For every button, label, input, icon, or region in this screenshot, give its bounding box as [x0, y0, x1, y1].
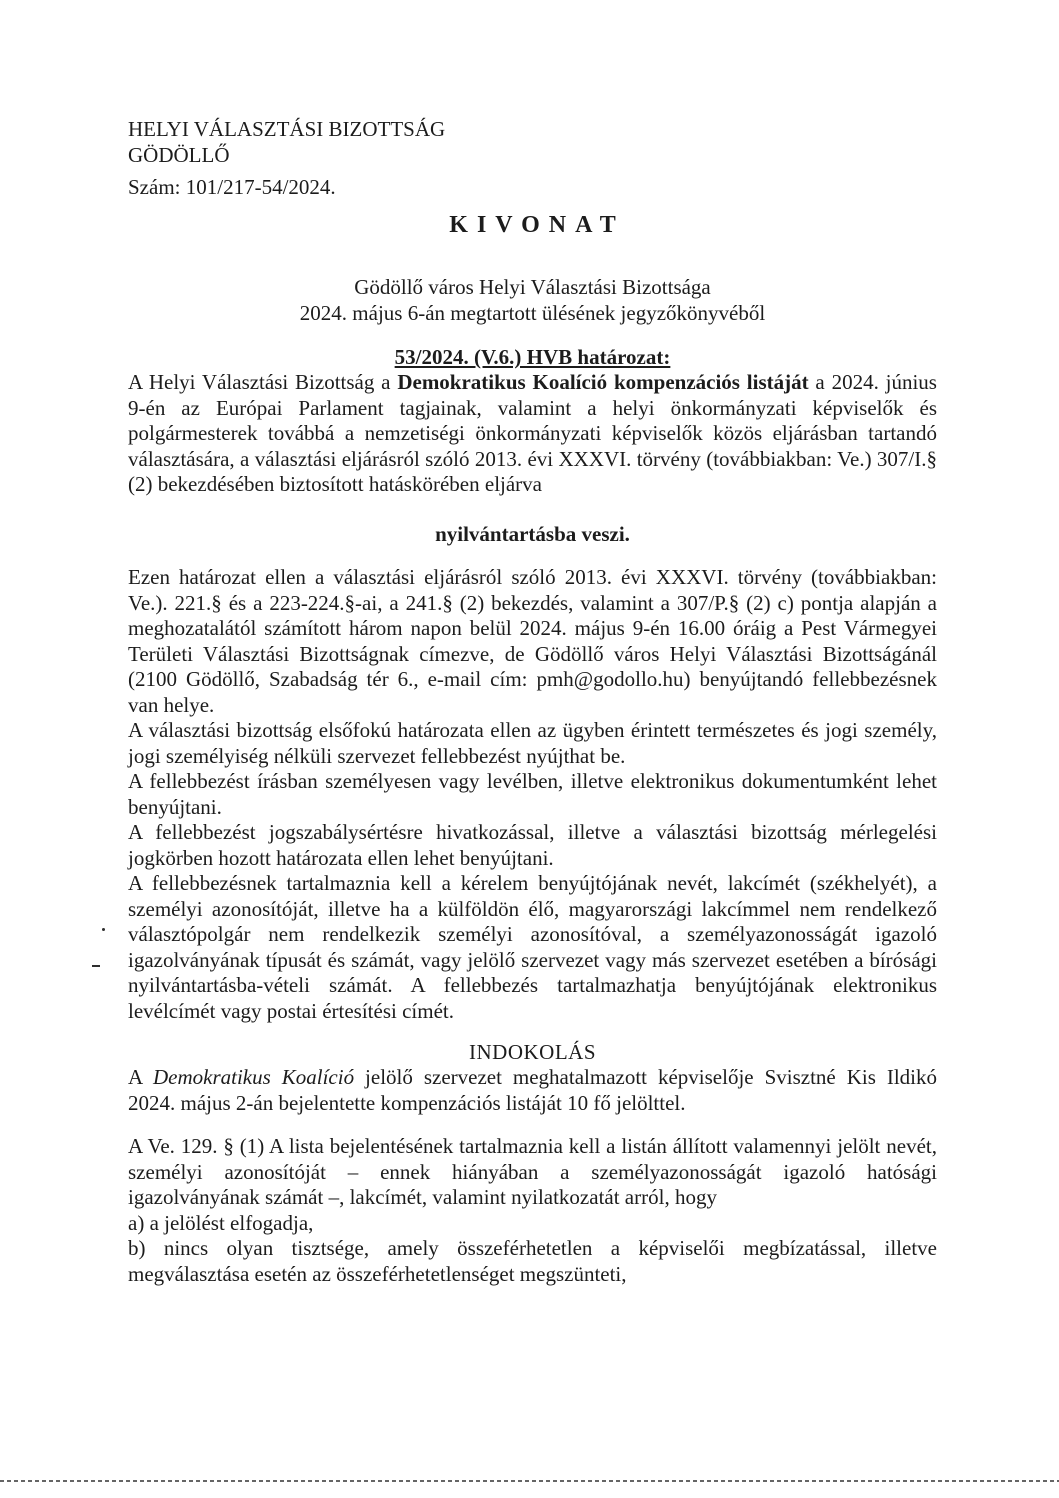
decision-lead-text: A Helyi Választási Bizottság a	[128, 370, 398, 394]
decision-emphasis-text: Demokratikus Koalíció kompenzációs listáját	[397, 370, 809, 394]
subtitle-block	[128, 274, 937, 326]
decision-heading: 53/2024. (V.6.) HVB határozat:	[394, 345, 671, 369]
page-bottom-dotted-line	[0, 1480, 1059, 1482]
justification-tail-text: jelölő szervezet meghatalmazott képviselője Svisztné Kis Ildikó 2024. május 2-án bejelentette kompenzációs listáját 10 fő jelölttel.	[128, 1065, 937, 1115]
verdict-line: nyilvántartásba veszi.	[435, 521, 630, 546]
justification-lead-text: A	[128, 1065, 153, 1089]
law-paragraph: A Ve. 129. § (1) A lista bejelentésének tartalmaznia kell a listán állított valamennyi jelölt nevét, személyi azonosítóját – ennek hiányában a személyazonosságát igazoló hatósági igazolványának számát –, lakcímét, valamint nyilatkozatát arról, hogy	[128, 1134, 937, 1209]
decision-paragraph	[128, 370, 937, 498]
justification-paragraph	[128, 1065, 937, 1116]
appeal-paragraph-3: A fellebbezést írásban személyesen vagy levélben, illetve elektronikus dokumentumként lehet benyújtani.	[128, 769, 937, 819]
issuing-city: GÖDÖLLŐ	[128, 143, 230, 167]
justification-heading: INDOKOLÁS	[469, 1040, 596, 1064]
decision-tail-text: a 2024. június 9-én az Európai Parlament tagjainak, valamint a helyi önkormányzati képviselők és polgármesterek továbbá a nemzetiségi önkormányzati képviselők közös eljárásban tartandó választására, a választási eljárásról szóló 2013. évi XXXVI. törvény (továbbiakban: Ve.) 307/I.§ (2) bekezdésében biztosított hatáskörében eljárva	[128, 370, 937, 496]
subtitle-committee: Gödöllő város Helyi Választási Bizottsága	[354, 275, 711, 299]
appeal-paragraph-4: A fellebbezést jogszabálysértésre hivatkozással, illetve a választási bizottság mérlegelési jogkörben hozott határozata ellen lehet benyújtani.	[128, 820, 937, 870]
issuing-committee: HELYI VÁLASZTÁSI BIZOTTSÁG	[128, 117, 446, 141]
scan-speck	[102, 928, 105, 931]
law-item-b: b) nincs olyan tisztsége, amely összeférhetetlen a képviselői megbízatással, illetve megválasztása esetén az összeférhetetlenséget megszünteti,	[128, 1236, 937, 1286]
document-title: KIVONAT	[449, 212, 625, 238]
document-header	[128, 116, 937, 200]
appeal-section	[128, 565, 937, 1024]
law-item-a: a) a jelölést elfogadja,	[128, 1210, 314, 1235]
appeal-paragraph-1: Ezen határozat ellen a választási eljárásról szóló 2013. évi XXXVI. törvény (továbbiakban: Ve.). 221.§ és a 223-224.§-ai, a 241.§ (2) bekezdés, valamint a 307/P.§ (2) c) pontja alapján a meghozatalától számított három napon belül 2024. május 9-én 16.00 óráig a Pest Vármegyei Területi Választási Bizottságnak címezve, de Gödöllő város Helyi Választási Bizottságánál (2100 Gödöllő, Szabadság tér 6., e-mail cím: pmh@godollo.hu) benyújtandó fellebbezésnek van helye.	[128, 565, 937, 717]
document-number: Szám: 101/217-54/2024.	[128, 175, 336, 199]
scan-speck	[92, 965, 100, 967]
subtitle-session-date: 2024. május 6-án megtartott ülésének jegyzőkönyvéből	[299, 301, 766, 325]
law-citation-section	[128, 1134, 937, 1287]
party-name-italic: Demokratikus Koalíció	[152, 1065, 355, 1089]
appeal-paragraph-2: A választási bizottság elsőfokú határozata ellen az ügyben érintett természetes és jogi személy, jogi személyiség nélküli szervezet fellebbezést nyújthat be.	[128, 718, 937, 768]
appeal-paragraph-5: A fellebbezésnek tartalmaznia kell a kérelem benyújtójának nevét, lakcímét (székhelyét), a személyi azonosítóját, illetve ha a külföldön élő, magyarországi lakcímmel nem rendelkező választópolgár nem rendelkezik személyi azonosítóval, a személyazonosságát igazoló igazolványának típusát és számát, vagy jelölő szervezet vagy más szervezet esetében a bírósági nyilvántartásba-vételi számát. A fellebbezés tartalmazhatja benyújtójának elektronikus levélcímét vagy postai értesítési címét.	[128, 871, 937, 1023]
